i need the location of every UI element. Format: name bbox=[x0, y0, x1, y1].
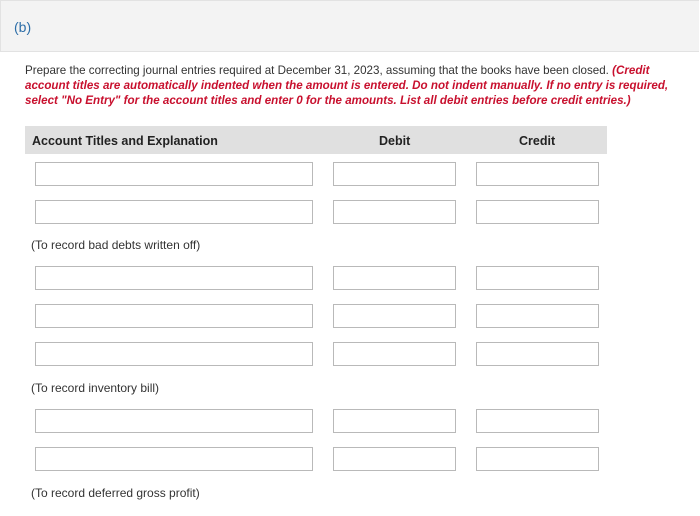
debit-amount-input[interactable] bbox=[333, 304, 456, 328]
part-label: (b) bbox=[14, 19, 32, 35]
account-title-input[interactable] bbox=[35, 342, 313, 366]
account-title-input[interactable] bbox=[35, 409, 313, 433]
credit-amount-input[interactable] bbox=[476, 409, 599, 433]
account-title-input[interactable] bbox=[35, 447, 313, 471]
table-header bbox=[25, 126, 607, 154]
instructions-emphasis: (Credit account titles are automatically indented when the amount is entered. Do not indent manually. If no entry is required, select "No Entry" for the account titles and enter 0 for the amounts. List all debit entries before credit entries.) bbox=[25, 64, 669, 107]
debit-amount-input[interactable] bbox=[333, 342, 456, 366]
instructions-text: Prepare the correcting journal entries required at December 31, 2023, assuming that the books have been closed. bbox=[25, 64, 613, 77]
debit-amount-input[interactable] bbox=[333, 266, 456, 290]
account-title-input[interactable] bbox=[35, 304, 313, 328]
debit-column-header: Debit bbox=[379, 134, 411, 148]
credit-amount-input[interactable] bbox=[476, 200, 599, 224]
credit-amount-input[interactable] bbox=[476, 447, 599, 471]
credit-amount-input[interactable] bbox=[476, 304, 599, 328]
debit-amount-input[interactable] bbox=[333, 409, 456, 433]
credit-amount-input[interactable] bbox=[476, 342, 599, 366]
instructions bbox=[25, 63, 685, 108]
entry-explanation-deferred-gross-profit: (To record deferred gross profit) bbox=[31, 486, 200, 500]
debit-amount-input[interactable] bbox=[333, 162, 456, 186]
part-header bbox=[0, 0, 699, 52]
account-title-input[interactable] bbox=[35, 266, 313, 290]
account-title-input[interactable] bbox=[35, 200, 313, 224]
credit-amount-input[interactable] bbox=[476, 266, 599, 290]
debit-amount-input[interactable] bbox=[333, 447, 456, 471]
credit-amount-input[interactable] bbox=[476, 162, 599, 186]
entry-explanation-inventory: (To record inventory bill) bbox=[31, 381, 160, 395]
debit-amount-input[interactable] bbox=[333, 200, 456, 224]
account-title-input[interactable] bbox=[35, 162, 313, 186]
entry-explanation-bad-debts: (To record bad debts written off) bbox=[31, 238, 201, 252]
credit-column-header: Credit bbox=[519, 134, 556, 148]
account-column-header: Account Titles and Explanation bbox=[32, 134, 218, 148]
